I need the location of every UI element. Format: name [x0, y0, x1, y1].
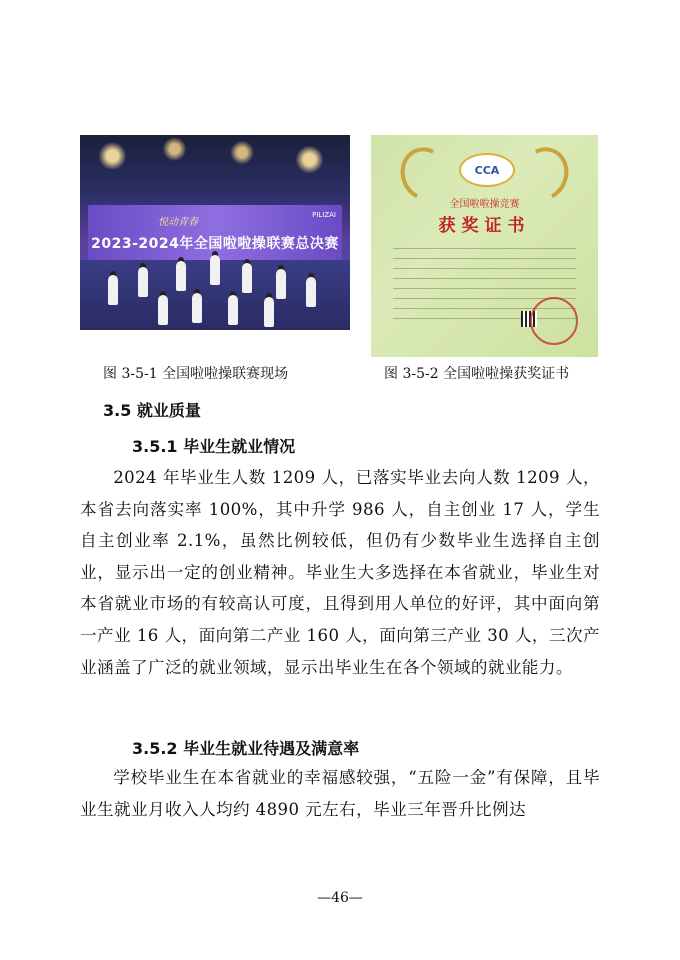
certificate-title: 获奖证书: [438, 216, 531, 236]
dancer-figure: [276, 269, 286, 299]
figure-caption-left: 图 3-5-1 全国啦啦操联赛现场: [103, 366, 289, 382]
dancer-figure: [176, 261, 186, 291]
cca-logo: CCA: [459, 153, 515, 187]
page-number: —46—: [317, 890, 363, 906]
dancer-figure: [228, 295, 238, 325]
figure-caption-right: 图 3-5-2 全国啦啦操获奖证书: [384, 366, 570, 382]
subsection-heading: 3.5.2 毕业生就业待遇及满意率: [132, 739, 360, 758]
dancer-figure: [138, 267, 148, 297]
dancer-figure: [108, 275, 118, 305]
dancer-figure: [192, 293, 202, 323]
body-paragraph: 学校毕业生在本省就业的幸福感较强，“五险一金”有保障，且毕业生就业月收入人均约 4890 元左右，毕业三年晋升比例达: [80, 768, 600, 819]
banner-title: 2023-2024年全国啦啦操联赛总决赛: [91, 236, 339, 252]
dancer-figure: [210, 255, 220, 285]
dancer-figure: [306, 277, 316, 307]
official-seal-icon: [530, 297, 578, 345]
banner-tag: 悦动青春: [158, 217, 198, 228]
dancer-figure: [158, 295, 168, 325]
subsection-heading: 3.5.1 毕业生就业情况: [132, 437, 296, 456]
section-heading: 3.5 就业质量: [103, 401, 201, 420]
dancer-figure: [242, 263, 252, 293]
award-certificate-photo: [371, 135, 598, 357]
certificate-header: 全国啦啦操竞赛: [449, 199, 520, 210]
dancer-figure: [264, 297, 274, 327]
competition-photo: [80, 135, 350, 330]
banner-brand: PILIZAI: [312, 211, 336, 219]
stage-lights: [80, 135, 350, 205]
body-paragraph: 2024 年毕业生人数 1209 人，已落实毕业去向人数 1209 人，本省去向落实率 100%，其中升学 986 人，自主创业 17 人，学生自主创业率 2.1%，虽然比例较低，但仍有少数毕业生选择自主创业，显示出一定的创业精神。毕业生大多选择在本省就业，毕业生对本省就业市场的有较高认可度，且得到用人单位的好评，其中面向第一产业 16 人，面向第二产业 160 人，面向第三产业 30 人，三次产业涵盖了广泛的就业领域，显示出毕业生在各个领域的就业能力。: [80, 468, 600, 677]
